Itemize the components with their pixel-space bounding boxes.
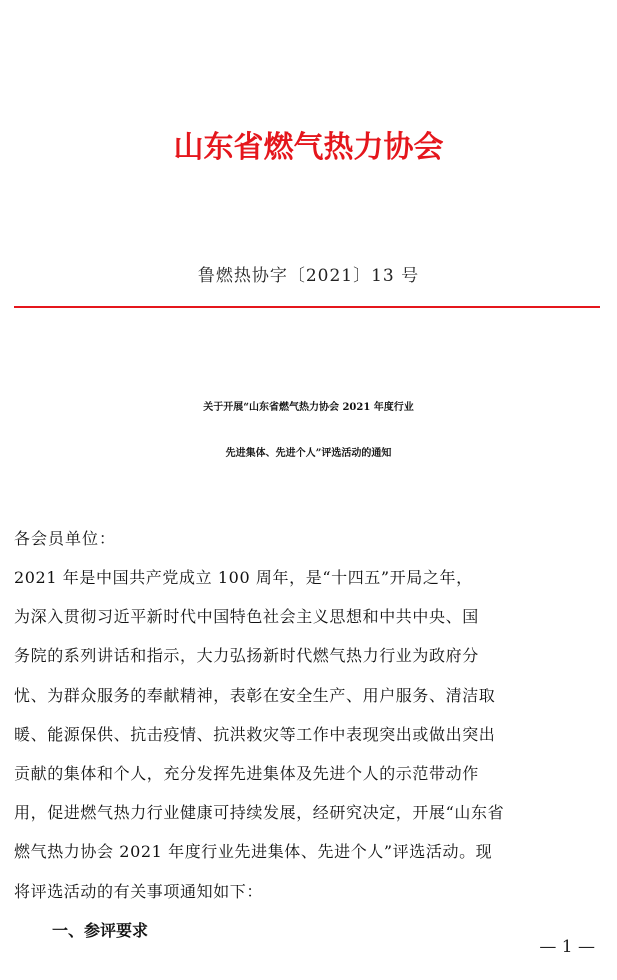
body-line: 2021 年是中国共产党成立 100 周年，是“十四五”开局之年， bbox=[14, 568, 473, 587]
body-line: 忧、为群众服务的奉献精神，表彰在安全生产、用户服务、清洁取 bbox=[14, 685, 496, 705]
body-line: 贡献的集体和个人，充分发挥先进集体及先进个人的示范带动作 bbox=[14, 764, 479, 783]
notice-title-line-2: 先进集体、先进个人”评选活动的通知 bbox=[225, 448, 392, 459]
body-line: 用，促进燃气热力行业健康可持续发展，经研究决定，开展“山东省 bbox=[14, 803, 505, 823]
header-title: 山东省燃气热力协会 bbox=[173, 130, 444, 165]
page-number: — 1 — bbox=[539, 937, 595, 957]
body-line: 燃气热力协会 2021 年度行业先进集体、先进个人”评选活动。现 bbox=[14, 842, 493, 862]
notice-title-line-1: 关于开展“山东省燃气热力协会 2021 年度行业 bbox=[203, 402, 414, 413]
red-divider bbox=[14, 306, 600, 308]
section-heading: 一、参评要求 bbox=[52, 920, 149, 940]
body-line: 将评选活动的有关事项通知如下： bbox=[14, 881, 264, 901]
body-line: 务院的系列讲话和指示，大力弘扬新时代燃气热力行业为政府分 bbox=[14, 646, 479, 666]
document-number: 鲁燃热协字〔2021〕13 号 bbox=[197, 266, 420, 286]
body-line: 为深入贯彻习近平新时代中国特色社会主义思想和中共中央、国 bbox=[14, 607, 479, 627]
body-line: 暖、能源保供、抗击疫情、抗洪救灾等工作中表现突出或做出突出 bbox=[14, 724, 496, 744]
salutation: 各会员单位： bbox=[14, 529, 117, 548]
